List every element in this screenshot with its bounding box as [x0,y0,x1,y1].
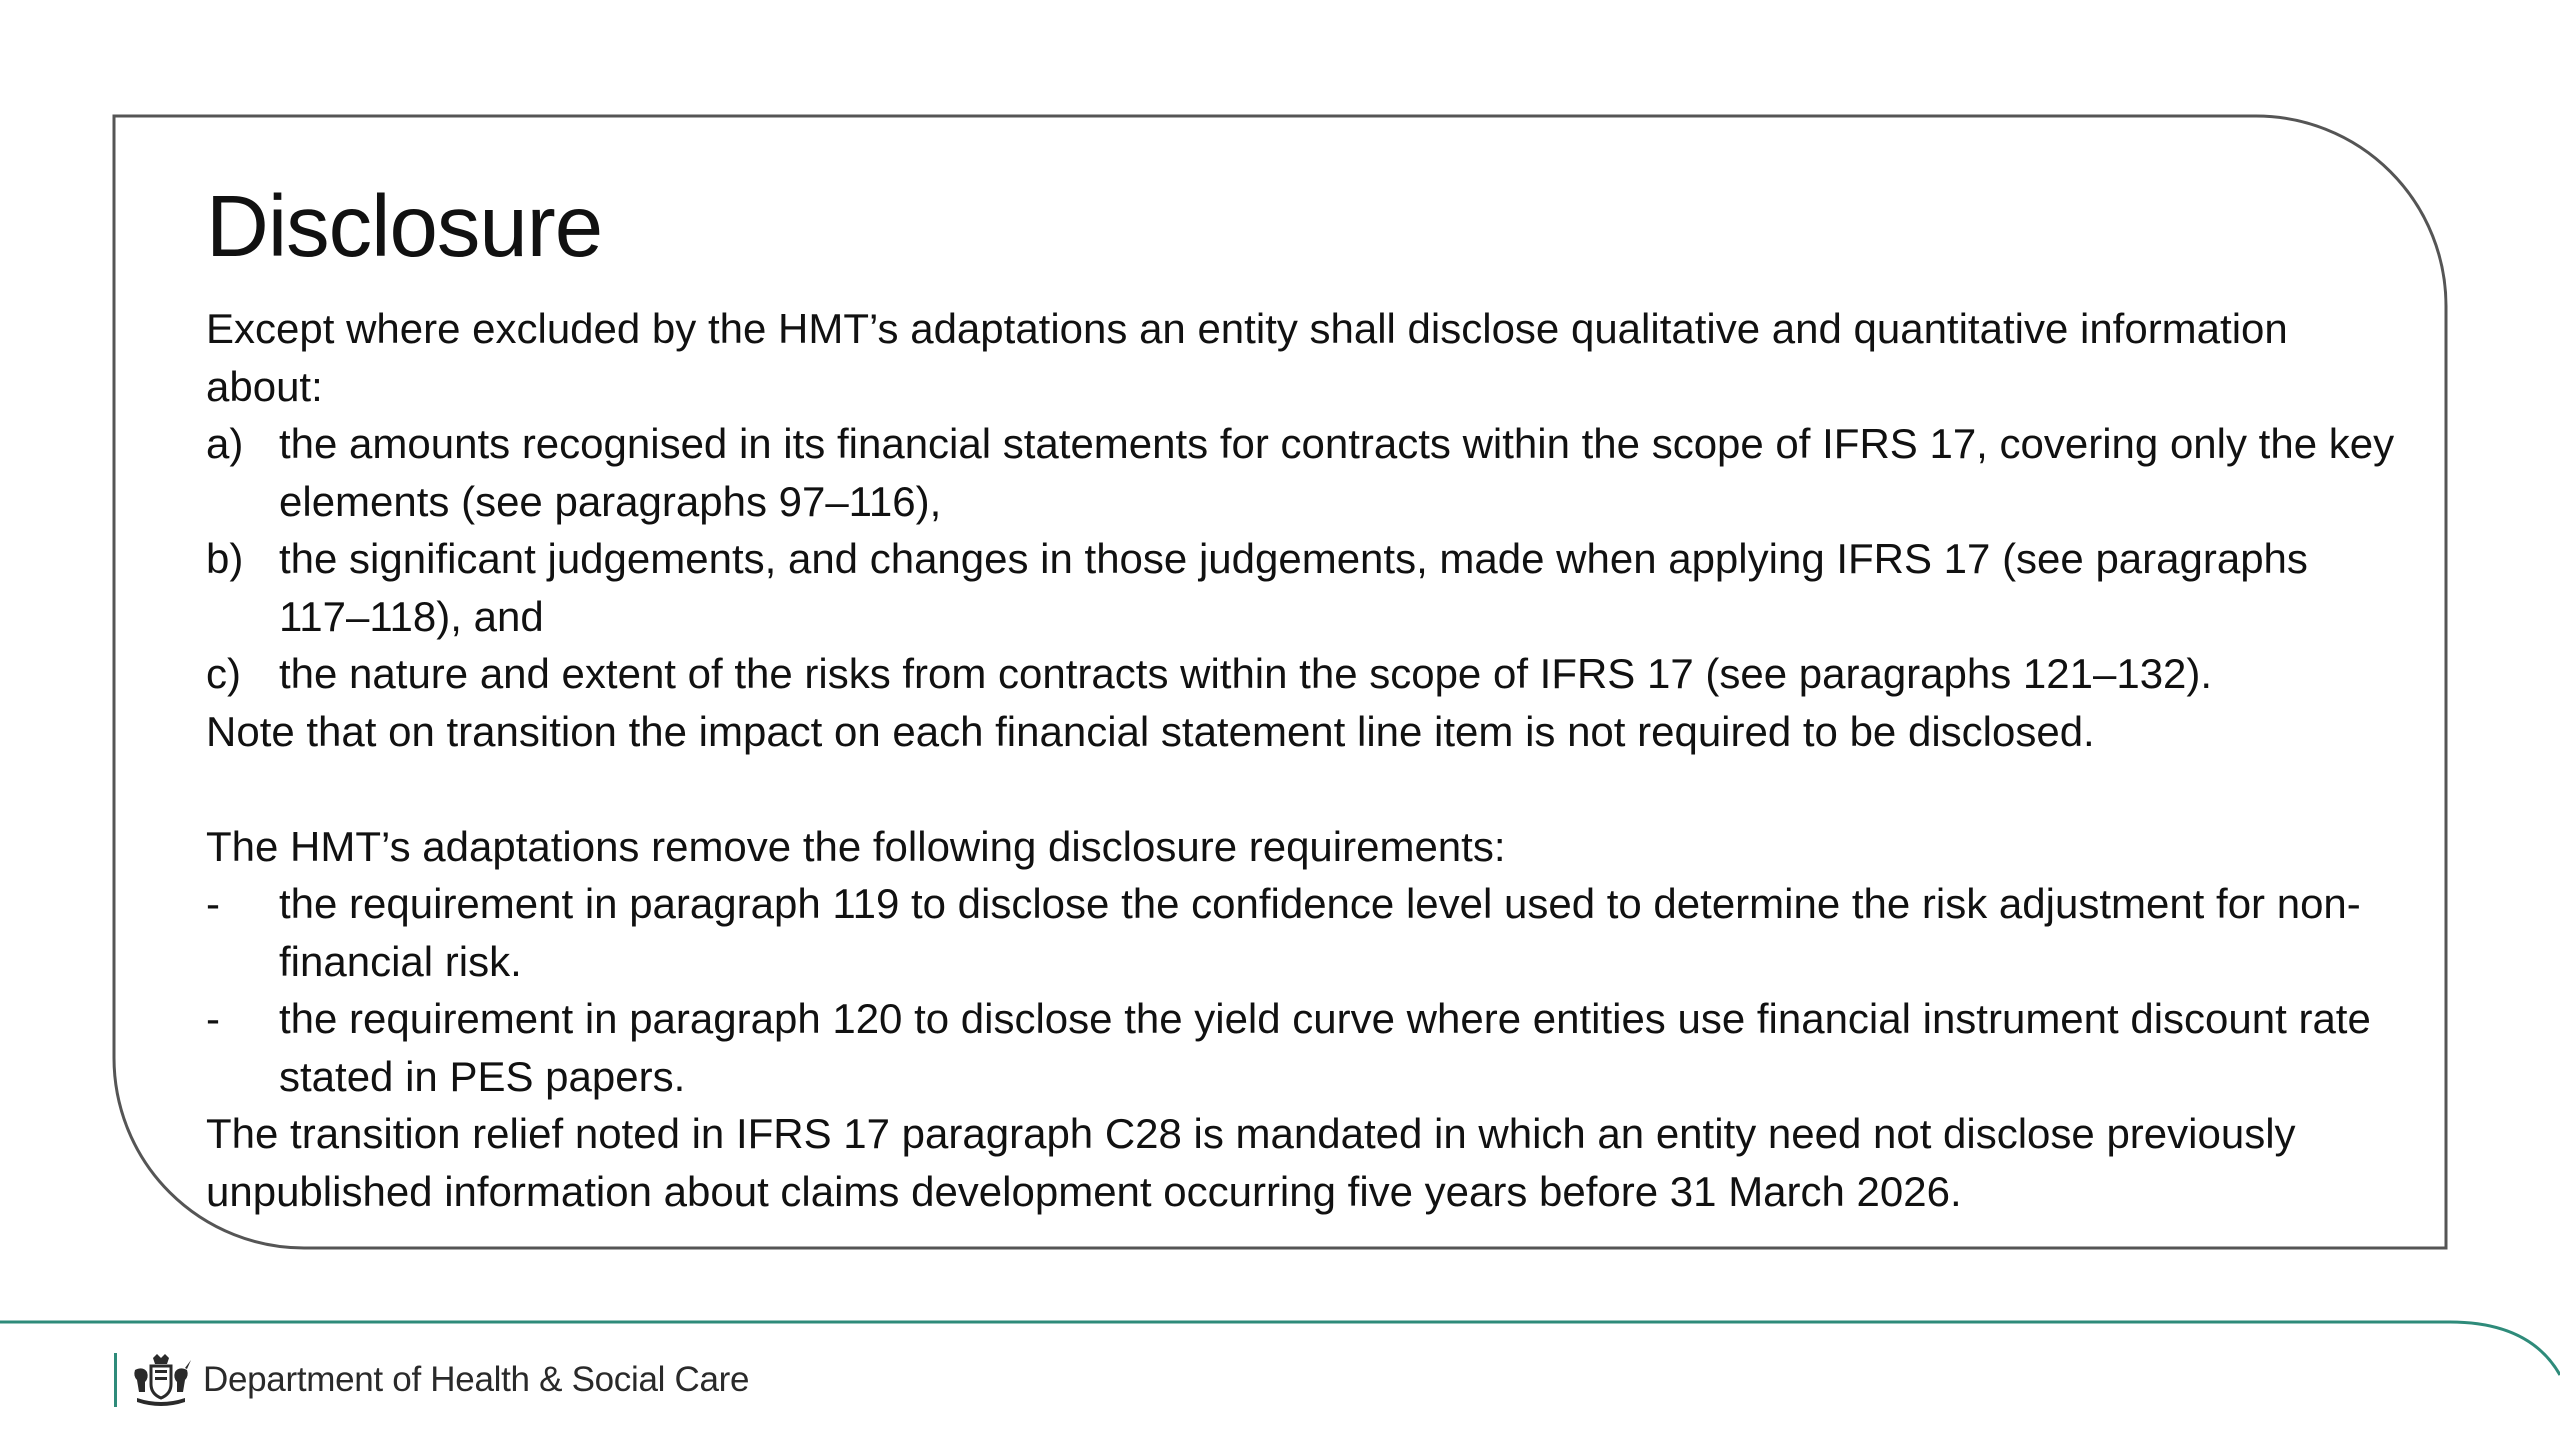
list-item [206,415,2406,530]
paragraph-spacer [206,760,2406,818]
removed-intro-paragraph: The HMT’s adaptations remove the following disclosure requirements: [206,822,1506,870]
footer [114,1352,749,1408]
list-item-text: the requirement in paragraph 119 to disclose the confidence level used to determine the risk adjustment for non-financial risk. [279,880,2361,985]
list-item-text: the significant judgements, and changes in those judgements, made when applying IFRS 17 (see paragraphs 117–118), and [279,535,2308,640]
footer-divider [114,1353,117,1407]
slide-body [206,300,2406,1220]
transition-paragraph: The transition relief noted in IFRS 17 paragraph C28 is mandated in which an entity need not disclose previously unpublished information about claims development occurring five years before 31 March 2026. [206,1110,2296,1215]
list-item [206,530,2406,645]
list-marker: b) [206,535,244,582]
list-item-text: the amounts recognised in its financial statements for contracts within the scope of IFRS 17, covering only the key elements (see paragraphs 97–116), [279,420,2395,525]
list-marker: a) [206,420,244,467]
note-paragraph: Note that on transition the impact on each financial statement line item is not required to be disclosed. [206,707,2095,755]
list-marker: c) [206,650,241,697]
intro-paragraph: Except where excluded by the HMT’s adaptations an entity shall disclose qualitative and quantitative information about: [206,305,2288,410]
slide-title: Disclosure [206,178,603,275]
list-item-text: the requirement in paragraph 120 to disclose the yield curve where entities use financial instrument discount rate stated in PES papers. [279,995,2371,1100]
list-marker: - [206,880,220,927]
list-marker: - [206,995,220,1042]
content-area [206,168,2406,1220]
removed-list-item [206,990,2406,1105]
royal-crest-icon [129,1352,193,1408]
list-item-text: the nature and extent of the risks from contracts within the scope of IFRS 17 (see paragraphs 121–132). [279,650,2213,697]
list-item [206,645,2406,703]
department-name: Department of Health & Social Care [203,1360,750,1399]
removed-list-item [206,875,2406,990]
